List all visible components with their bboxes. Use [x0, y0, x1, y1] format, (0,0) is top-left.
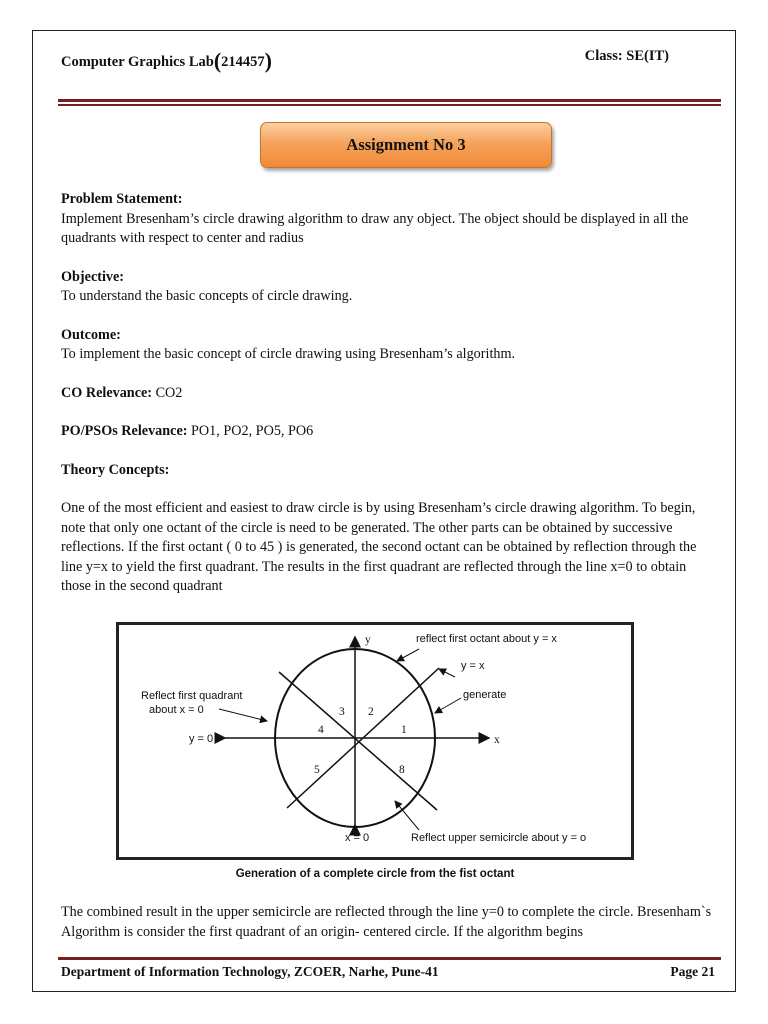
footer-department: Department of Information Technology, ZCOER, Narhe, Pune-41 — [61, 964, 439, 979]
footer-rule — [58, 957, 721, 960]
octant-label-8: 8 — [399, 764, 405, 776]
figure-svg — [119, 625, 631, 857]
problem-text: Implement Bresenham’s circle drawing algorithm to draw any object. The object should be displayed in all the quadrants with respect to center and radius — [61, 210, 689, 246]
theory-heading: Theory Concepts: — [61, 461, 170, 478]
co-label: CO Relevance: — [61, 384, 153, 401]
header-rule — [58, 99, 721, 102]
header-course: Computer Graphics Lab(214457) — [61, 48, 272, 73]
objective-heading: Objective: — [61, 268, 125, 285]
po-value: PO1, PO2, PO5, PO6 — [191, 423, 314, 439]
document-body — [61, 190, 716, 597]
arrow-reflect-quadrant — [219, 709, 267, 721]
arrow-reflect-octant — [397, 649, 419, 661]
arrow-generate — [435, 698, 461, 713]
course-code: 214457 — [221, 54, 265, 70]
arrow-y-eq-x — [439, 669, 455, 677]
co-value: CO2 — [155, 384, 183, 401]
course-title: Computer Graphics Lab — [61, 54, 214, 70]
octant-label-2: 2 — [368, 706, 374, 718]
label-generate: generate — [463, 689, 507, 701]
octant-label-1: 1 — [401, 724, 407, 736]
diagonal-y-neg-x — [279, 672, 437, 810]
circle-octant-figure — [116, 622, 634, 860]
label-reflect-semicircle: Reflect upper semicircle about y = o — [411, 832, 587, 844]
label-y-zero: y = 0 — [189, 733, 214, 745]
theory-continued — [61, 903, 716, 942]
octant-label-3: 3 — [339, 706, 345, 718]
po-label: PO/PSOs Relevance: — [61, 423, 188, 439]
class-label: Class: SE(IT) — [584, 48, 669, 64]
label-y-axis: y — [365, 634, 371, 646]
assignment-title: Assignment No 3 — [260, 122, 552, 168]
octant-label-5: 5 — [314, 764, 320, 776]
label-x-axis: x — [494, 734, 500, 746]
figure-caption: Generation of a complete circle from the fist octant — [235, 868, 515, 880]
label-reflect-quadrant-1: Reflect first quadrant — [141, 690, 243, 702]
theory-paragraph-1: One of the most efficient and easiest to draw circle is by using Bresenham’s circle drawing algorithm. To begin, note that only one octant of the circle is need to be generated. The other parts can be obtained by successive reflections. If the first octant ( 0 to 45 ) is generated, the second octant can be obtained by reflection through the line y=x to yield the first quadrant. The results in the first quadrant are reflected through the line x=0 to obtain those in the second quadrant — [61, 500, 697, 594]
header-rule-thin — [58, 104, 721, 106]
problem-heading: Problem Statement: — [61, 191, 183, 207]
outcome-heading: Outcome: — [61, 326, 121, 343]
theory-paragraph-2: The combined result in the upper semicircle are reflected through the line y=0 to complete the circle. Bresenham`s Algorithm is consider the first quadrant of an origin- centered circle. If the algorithm begins — [61, 904, 712, 940]
label-reflect-quadrant-2: about x = 0 — [149, 704, 204, 716]
footer-page-number: Page 21 — [670, 964, 715, 979]
octant-label-4: 4 — [318, 724, 324, 736]
objective-text: To understand the basic concepts of circle drawing. — [61, 288, 353, 304]
label-reflect-octant: reflect first octant about y = x — [416, 633, 557, 645]
label-y-eq-x: y = x — [461, 660, 485, 672]
co-relevance — [61, 384, 716, 404]
po-relevance — [61, 422, 716, 442]
outcome-text: To implement the basic concept of circle drawing using Bresenham’s algorithm. — [61, 346, 516, 362]
label-x-zero: x = 0 — [345, 832, 370, 844]
